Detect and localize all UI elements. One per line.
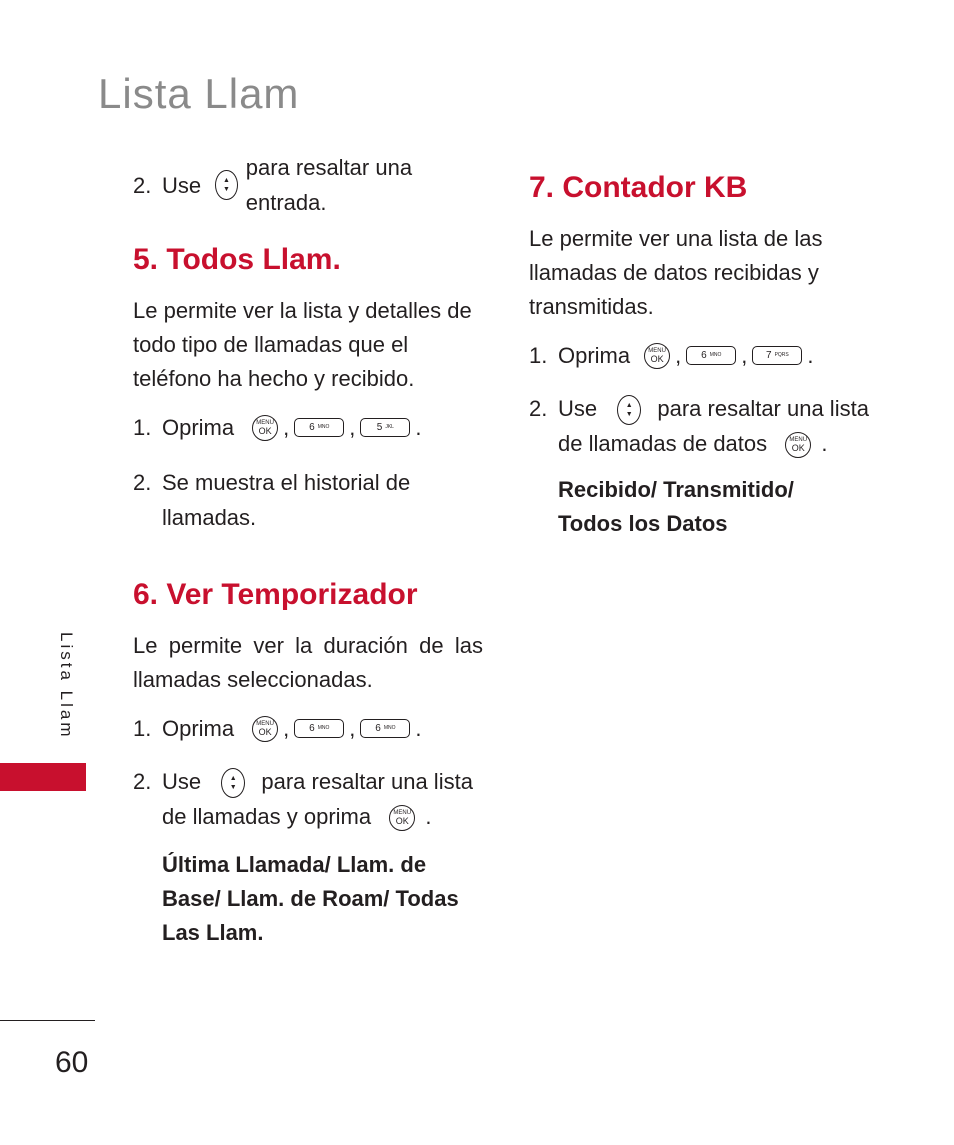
key-label: MENU — [256, 419, 274, 426]
key-label: 6 — [701, 350, 707, 361]
key-label: MENU — [648, 347, 666, 354]
key-5-icon — [360, 418, 410, 437]
menu-ok-key-icon — [644, 343, 670, 369]
menu-ok-key-icon — [785, 432, 811, 458]
key-label: MNO — [383, 725, 396, 731]
option-line: Recibido/ Transmitido/ — [558, 477, 794, 502]
separator: . — [807, 343, 814, 368]
arrow-up-icon: ▲ — [222, 177, 230, 184]
step-1 — [133, 410, 483, 445]
step-text: . — [425, 804, 432, 829]
separator: , — [741, 343, 748, 368]
step-body — [162, 150, 483, 220]
arrow-down-icon: ▼ — [222, 186, 230, 193]
left-column — [133, 155, 483, 950]
key-7-icon — [752, 346, 802, 365]
step-1 — [529, 338, 889, 373]
menu-ok-key-icon — [252, 716, 278, 742]
step-number: 1. — [133, 415, 152, 440]
key-label: MENU — [789, 437, 808, 444]
section-description: Le permite ver una lista de las llamadas de datos recibidas y transmitidas. — [529, 226, 823, 319]
footer-divider — [0, 1020, 95, 1021]
arrow-up-icon: ▲ — [625, 402, 633, 410]
arrow-down-icon: ▼ — [229, 784, 237, 792]
separator: . — [415, 716, 422, 741]
section-heading-ver-temporizador: 6. Ver Temporizador — [133, 578, 418, 611]
step-number: 2. — [133, 470, 152, 495]
step-body — [162, 764, 483, 834]
key-6-icon — [360, 719, 410, 738]
step-body — [162, 711, 483, 746]
key-label: MENU — [393, 810, 412, 817]
key-label: MNO — [709, 352, 722, 358]
arrow-down-icon: ▼ — [625, 411, 633, 419]
step-text: Use — [558, 396, 598, 421]
separator: , — [349, 716, 356, 741]
separator: , — [349, 415, 356, 440]
key-6-icon — [686, 346, 736, 365]
step-text: . — [821, 431, 828, 456]
key-label: JKL — [385, 424, 394, 430]
key-label: OK — [258, 425, 272, 436]
section-heading-contador-kb: 7. Contador KB — [529, 171, 748, 204]
key-label: MNO — [317, 725, 330, 731]
step-number: 1. — [133, 716, 152, 741]
key-label: OK — [650, 353, 664, 364]
step-text: Oprima — [558, 343, 631, 368]
key-label: 5 — [376, 422, 383, 433]
step-body — [558, 338, 889, 373]
navigation-key-icon — [215, 170, 238, 200]
key-label: MENU — [256, 720, 274, 727]
step-number: 2. — [133, 172, 152, 198]
separator: , — [675, 343, 682, 368]
key-label: MNO — [317, 424, 330, 430]
key-label: OK — [791, 443, 805, 454]
section-description: Le permite ver la lista y detalles de todo tipo de llamadas que el teléfono ha hecho y recibido. — [133, 298, 472, 391]
right-column — [529, 168, 889, 541]
step-text: Oprima — [162, 716, 235, 741]
step-text: Use — [162, 172, 202, 198]
intro-step — [133, 155, 483, 215]
key-label: 6 — [309, 723, 315, 734]
step-body — [162, 410, 483, 445]
step-text: Use — [162, 769, 202, 794]
option-list — [529, 473, 889, 541]
key-label: 7 — [766, 350, 772, 361]
option-line: Todos los Datos — [558, 511, 728, 536]
menu-ok-key-icon — [252, 415, 278, 441]
key-label: 6 — [309, 422, 315, 433]
step-2 — [529, 391, 889, 461]
menu-ok-key-icon — [389, 805, 415, 831]
step-text: para resaltar una lista de llamadas de datos — [558, 396, 869, 456]
separator: , — [283, 415, 290, 440]
side-tab-label: Lista Llam — [57, 632, 76, 740]
step-1 — [133, 711, 483, 746]
step-text: Oprima — [162, 415, 235, 440]
key-label: PQRS — [774, 352, 789, 358]
key-label: 6 — [375, 723, 381, 734]
option-list: Última Llamada/ Llam. de Base/ Llam. de Roam/ Todas Las Llam. — [162, 852, 459, 945]
step-text: Se muestra el historial de llamadas. — [162, 470, 411, 530]
key-6-icon — [294, 418, 344, 437]
navigation-key-icon — [617, 395, 641, 425]
step-number: 2. — [133, 769, 152, 794]
step-text: para resaltar una entrada. — [245, 155, 413, 215]
section-heading-todos-llam: 5. Todos Llam. — [133, 243, 341, 276]
side-tab-marker — [0, 763, 86, 791]
step-number: 1. — [529, 343, 548, 368]
section-description: Le permite ver la duración de las llamadas seleccionadas. — [133, 633, 483, 692]
page-title: Lista Llam — [98, 70, 300, 117]
key-label: OK — [258, 726, 272, 737]
key-6-icon — [294, 719, 344, 738]
separator: . — [415, 415, 422, 440]
key-label: OK — [395, 816, 409, 827]
step-2 — [133, 764, 483, 834]
navigation-key-icon — [221, 768, 245, 798]
arrow-up-icon: ▲ — [229, 775, 237, 783]
page-number: 60 — [55, 1046, 89, 1079]
step-body — [558, 391, 889, 461]
step-2 — [133, 465, 483, 535]
step-text: para resaltar una lista de llamadas y oprima — [162, 769, 473, 829]
step-number: 2. — [529, 396, 548, 421]
separator: , — [283, 716, 290, 741]
